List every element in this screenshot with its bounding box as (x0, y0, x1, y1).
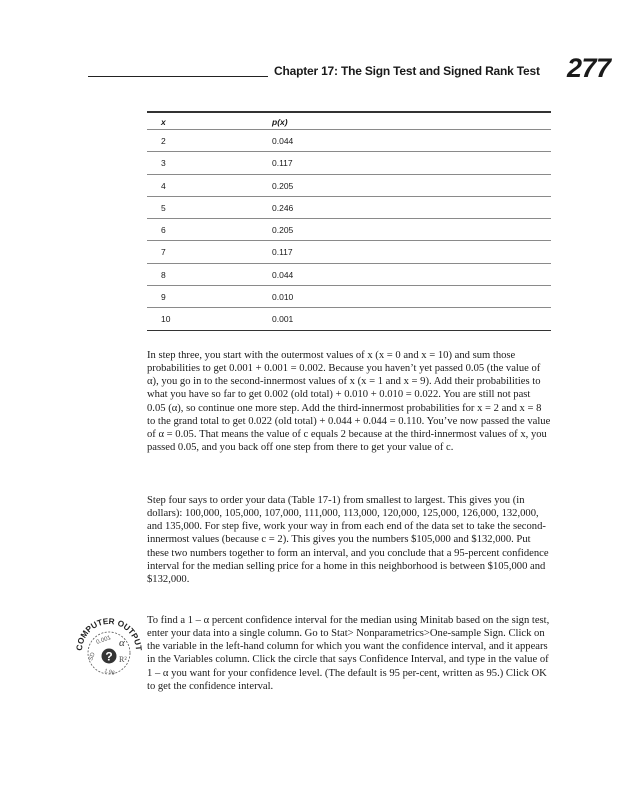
cell-x: 6 (161, 225, 166, 236)
icon-symbol-4: SD (88, 651, 97, 662)
cell-x: 4 (161, 180, 166, 191)
cell-px: 0.205 (272, 225, 294, 236)
cell-px: 0.001 (272, 314, 294, 325)
chapter-title: Chapter 17: The Sign Test and Signed Rank Test (274, 64, 540, 78)
column-header-x: x (161, 117, 166, 127)
paragraph-step-three: In step three, you start with the outermost values of x (x = 0 and x = 10) and sum those probabilities to get 0.001 + 0.001 = 0.002. Because you haven’t yet passed 0.05 (the value of α), you go in to the second-innermost values of x (x = 1 and x = 9). Add their probabilities to what you have so far to get 0.002 (old total) + 0.010 + 0.010 = 0.022. You are still not past 0.05 (α), so continue one more step. Add the third-innermost probabilities for x = 2 and x = 8 to the grand total to get 0.022 (old total) + 0.044 + 0.044 = 0.110. You’ve now passed the value of α = 0.05. That means the value of c equals 2 because at the third-innermost values of x, you passed 0.05, and you back off one step from there to get your value of c. (147, 350, 551, 454)
cell-x: 5 (161, 202, 166, 213)
computer-output-icon (74, 611, 144, 681)
cell-px: 0.010 (272, 292, 294, 303)
table-row (147, 175, 551, 197)
cell-px: 0.246 (272, 202, 294, 213)
cell-px: 0.117 (272, 158, 293, 169)
computer-output-label: COMPUTER OUTPUT (74, 615, 144, 652)
cell-x: 7 (161, 247, 166, 258)
table-row (147, 241, 551, 263)
page-number: 277 (567, 53, 611, 83)
icon-symbol-1: α (119, 637, 125, 649)
cell-x: 8 (161, 269, 166, 280)
table-row (147, 152, 551, 174)
icon-symbol-0: 0.001 (95, 635, 112, 646)
cell-x: 9 (161, 292, 166, 303)
cell-x: 3 (161, 158, 166, 169)
table-row (147, 219, 551, 241)
paragraph-minitab: To find a 1 – α percent confidence interval for the median using Minitab based on the sign test, enter your data into a single column. Go to Stat> Nonparametrics>One-sample Sign. Click on the variable in the left-hand column for which you want the confidence interval, and it appears in the Variables column. Click the circle that says Confidence Interval, and type in the value of 1 – α you want for your confidence level. (The default is 95 per-cent, written as 95.) Click OK to get the confidence interval. (147, 615, 550, 692)
table-row (147, 308, 551, 330)
table-row (147, 286, 551, 308)
icon-symbol-3: R² (119, 655, 127, 664)
probability-table (147, 111, 551, 331)
table-header-row (147, 113, 551, 130)
table-row (147, 264, 551, 286)
cell-px: 0.117 (272, 247, 293, 258)
column-header-px: p(x) (272, 117, 288, 127)
cell-px: 0.044 (272, 136, 294, 146)
computer-output-svg (74, 611, 144, 681)
cell-x: 2 (161, 136, 166, 146)
header-rule (88, 76, 268, 77)
cell-px: 0.044 (272, 269, 294, 280)
cell-px: 0.205 (272, 180, 294, 191)
paragraph-step-four: Step four says to order your data (Table 17-1) from smallest to largest. This gives you (in dollars): 100,000, 105,000, 107,000, 111,000, 113,000, 120,000, 125,000, 126,000, 132,000, and 135,000. For step five, work your way in from each end of the data set to take the second-innermost values (because c = 2). This gives you the numbers $105,000 and $132,000. Put these two numbers together to form an interval, and you conclude that a 95-percent confidence interval for the median selling price for a home in this neighborhood is between $105,000 and $132,000. (147, 495, 549, 585)
cell-x: 10 (161, 314, 171, 325)
table-row (147, 197, 551, 219)
icon-symbol-5: 1.96 (103, 668, 116, 677)
icon-symbol-2: ? (105, 649, 113, 664)
table-row (147, 130, 551, 152)
